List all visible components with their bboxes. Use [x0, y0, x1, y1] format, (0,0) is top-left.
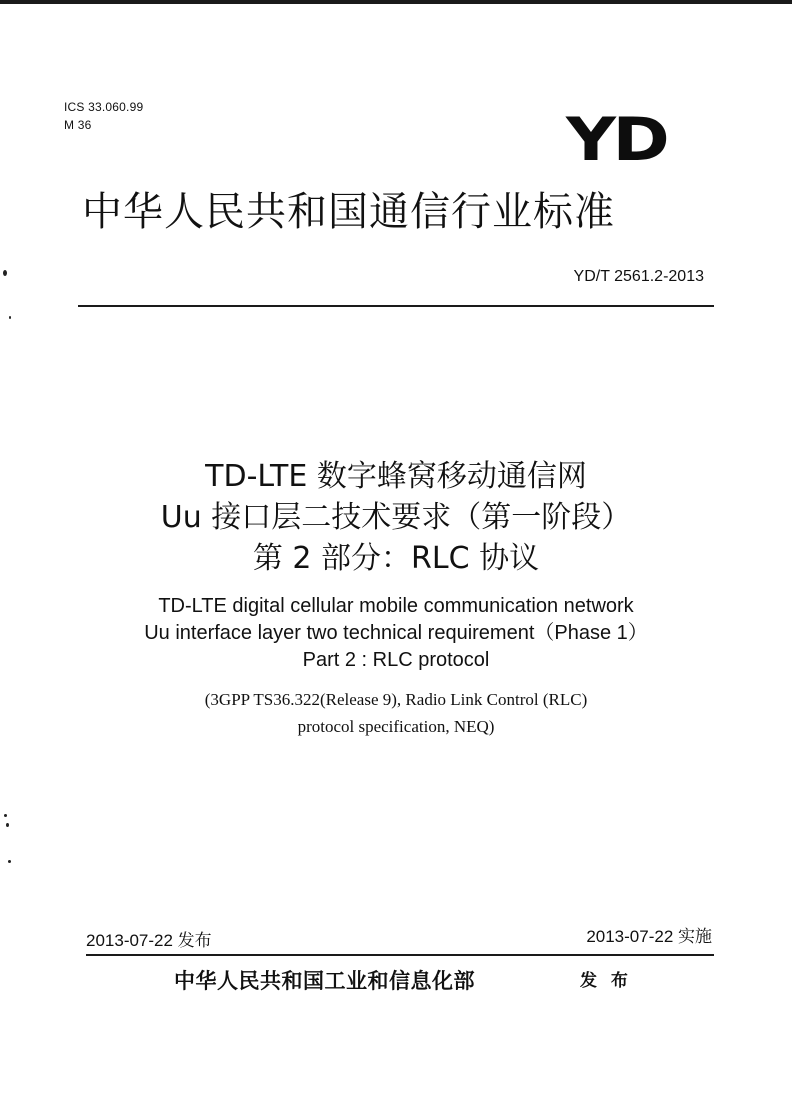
reference-line: protocol specification, NEQ) [297, 717, 495, 736]
chinese-title-line: 第 2 部分：RLC 协议 [252, 541, 540, 576]
issuing-label: 发 布 [580, 971, 632, 991]
classification-block [64, 98, 143, 134]
scan-top-edge [0, 0, 792, 4]
implementation-date: 2013-07-22 实施 [586, 927, 712, 946]
classification-code: M 36 [64, 118, 92, 132]
yd-logo: YD [566, 105, 667, 175]
publish-date: 2013-07-22 发布 [86, 931, 212, 950]
chinese-title-line: Uu 接口层二技术要求（第一阶段） [160, 500, 632, 535]
scan-speck [3, 270, 7, 276]
scan-speck [9, 316, 11, 319]
reference-line: (3GPP TS36.322(Release 9), Radio Link Control (RLC) [204, 690, 588, 709]
ics-code: ICS 33.060.99 [64, 100, 144, 114]
issuing-authority: 中华人民共和国工业和信息化部 [174, 968, 475, 993]
english-title-line: Uu interface layer two technical requirement（Phase 1） [144, 622, 648, 644]
chinese-title-line: TD-LTE 数字蜂窝移动通信网 [205, 459, 587, 494]
scan-speck [4, 814, 7, 817]
footer-divider [86, 954, 714, 956]
english-title-line: Part 2 : RLC protocol [302, 649, 490, 671]
scan-speck [6, 823, 9, 827]
scan-speck [8, 860, 11, 863]
industry-standard-title: 中华人民共和国通信行业标准 [82, 189, 615, 235]
header-divider [78, 305, 714, 307]
standard-number: YD/T 2561.2-2013 [573, 268, 704, 285]
english-title-line: TD-LTE digital cellular mobile communication network [158, 595, 634, 617]
document-title-block [60, 456, 732, 740]
